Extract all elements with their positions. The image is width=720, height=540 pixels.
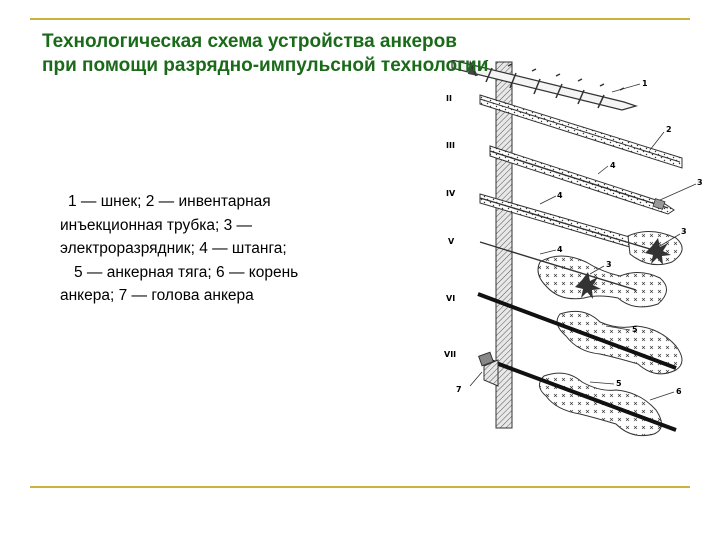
legend-line-4: 5 — анкерная тяга; 6 — корень <box>74 263 299 281</box>
stage-label-v: V <box>448 237 455 246</box>
callout-5-stage-6: 5 <box>632 325 638 334</box>
anchor-scheme-diagram <box>430 60 710 440</box>
bottom-divider <box>30 486 690 488</box>
callout-4-stage-3: 4 <box>610 161 616 170</box>
stage-label-vi: VI <box>446 294 456 303</box>
callout-3-stage-3: 3 <box>697 178 703 187</box>
callout-4-stage-5: 4 <box>557 245 563 254</box>
stage-label-vii: VII <box>444 350 457 359</box>
page-title-line-2: при помощи разрядно-импульсной технологии <box>42 55 489 76</box>
legend-line-5: анкера; 7 — голова анкера <box>60 287 254 304</box>
legend-line-3: электроразрядник; 4 — штанга; <box>60 240 287 257</box>
callout-3-stage-5: 3 <box>606 260 612 269</box>
page-title-line-1: Технологическая схема устройства анкеров <box>42 31 457 52</box>
top-divider <box>30 18 690 20</box>
legend-line-2: инъекционная трубка; 3 — <box>60 216 253 234</box>
legend-text <box>60 190 360 308</box>
callout-3-stage-4: 3 <box>681 227 687 236</box>
legend-line-1: 1 — шнек; 2 — инвентарная <box>68 193 271 210</box>
stage-label-iii: III <box>446 141 455 150</box>
callout-6: 6 <box>676 387 682 396</box>
callout-7: 7 <box>456 385 462 394</box>
page-title <box>42 30 488 78</box>
callout-1: 1 <box>642 79 648 88</box>
callout-5-stage-7: 5 <box>616 379 622 388</box>
stage-label-iv: IV <box>446 189 456 198</box>
callout-2: 2 <box>666 125 672 134</box>
callout-4-stage-4: 4 <box>557 191 563 200</box>
stage-label-ii: II <box>446 94 452 103</box>
